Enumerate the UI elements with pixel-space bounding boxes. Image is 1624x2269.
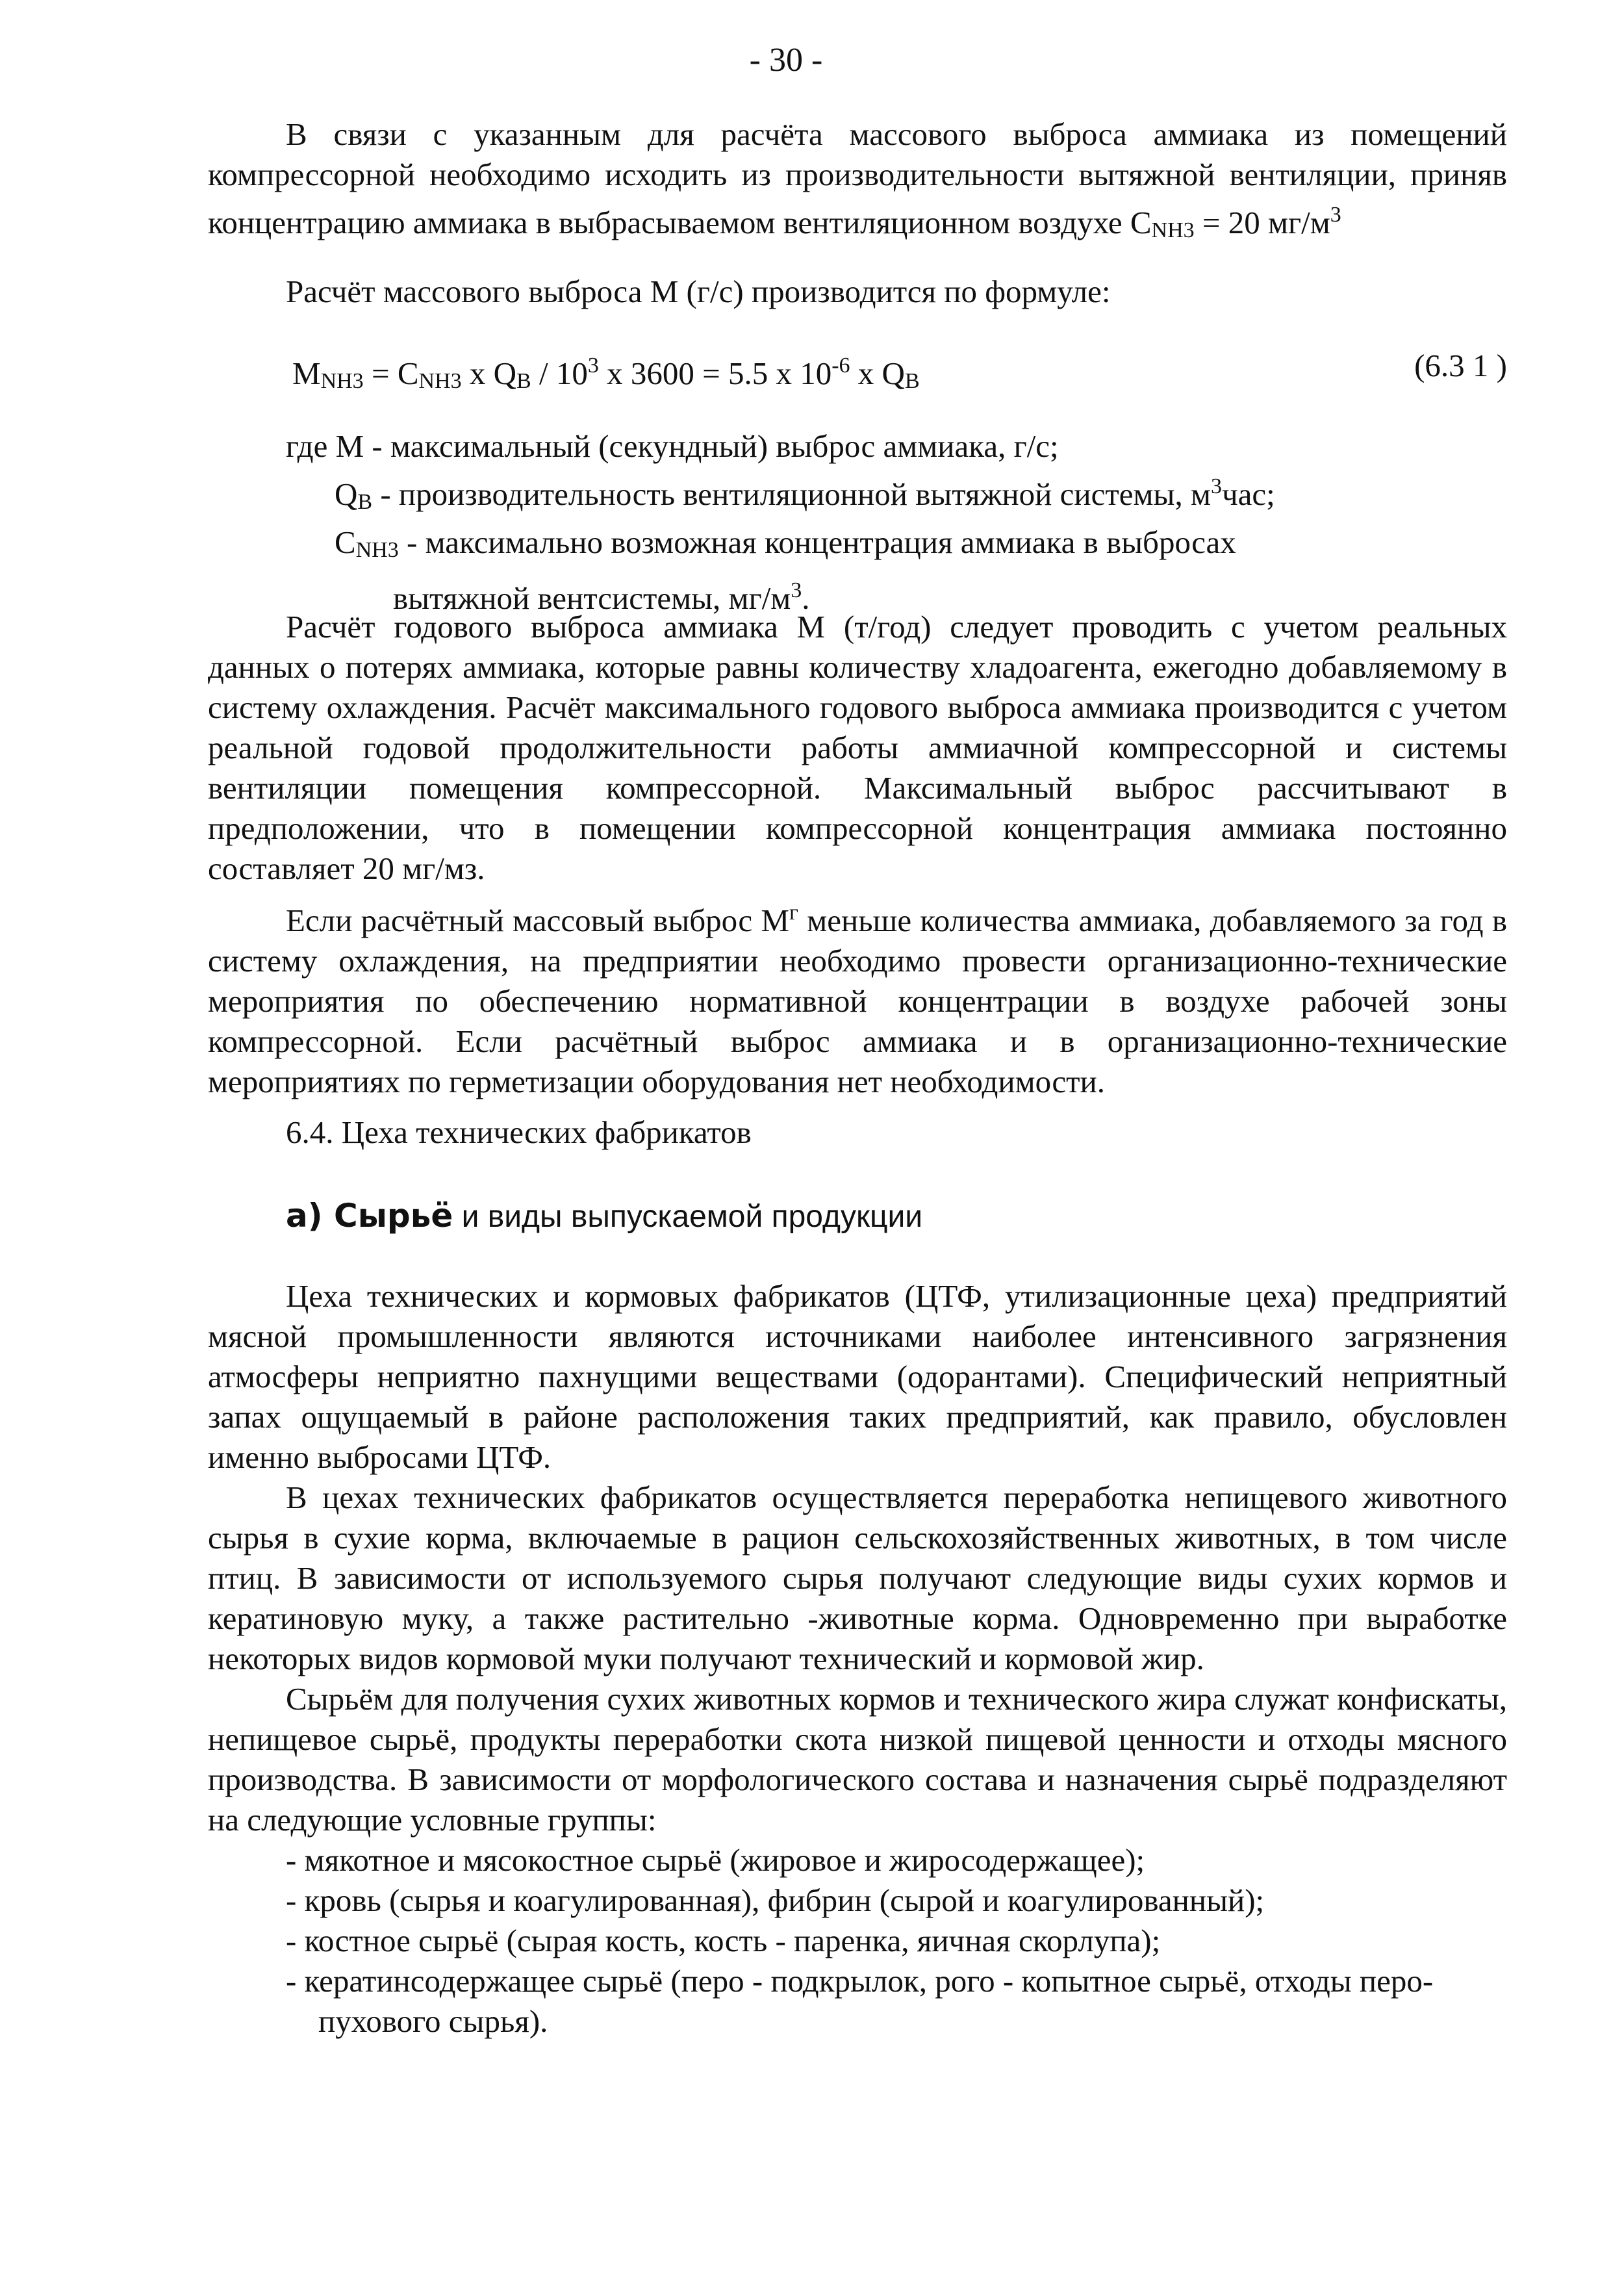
- annual-paragraph-2: [208, 893, 1507, 1102]
- section-title: 6.4. Цеха технических фабрикатов: [286, 1114, 752, 1150]
- page-number: - 30 -: [749, 42, 823, 79]
- body-section: [208, 1276, 1507, 2042]
- intro-paragraph: [208, 114, 1507, 251]
- intro-sub: NH3: [1151, 218, 1195, 242]
- def-c-cont-sup: 3: [791, 578, 802, 602]
- formula-number: (6.3 1 ): [1414, 348, 1507, 383]
- annual-p2-sup: г: [789, 901, 798, 925]
- intro-text-b: = 20 мг/м: [1194, 205, 1330, 240]
- def-c-b: - максимально возможная концентрация аммиака в выбросах: [398, 524, 1236, 560]
- def-c-cont-a: вытяжной вентсистемы, мг/м: [393, 580, 791, 616]
- formula-exp6: -6: [831, 353, 850, 378]
- list-item: - костное сырьё (сырая кость, кость - паренка, яичная скорлупа);: [286, 1923, 1161, 1958]
- formula-line: [208, 346, 1507, 402]
- def-qb-a: Q: [335, 476, 358, 512]
- def-c-a: C: [335, 524, 356, 560]
- definition-m: где М - максимальный (секундный) выброс аммиака, г/с;: [286, 428, 1059, 464]
- body-paragraph-1: Цеха технических и кормовых фабрикатов (ЦТФ, утилизационные цеха) предприятий мясной промышленности являются источниками наиболее интенсивного загрязнения атмосферы неприятно пахнущими веществами (одорантами). Специфический неприятный запах ощущаемый в районе расположения таких предприятий, как правило, обусловлен именно выбросами ЦТФ.: [208, 1278, 1507, 1475]
- formula-exp3: 3: [587, 353, 599, 378]
- annual-p2-b: меньше количества аммиака, добавляемого за год в систему охлаждения, на предприятии необходимо провести организационно-технические мероприятия по обеспечению нормативной концентрации в воздухе рабочей зоны компрессорной. Если расчётный выброс аммиака и в организационно-технические мероприятиях по герметизации оборудования нет необходимости.: [208, 903, 1507, 1099]
- formula-mid4: x Q: [850, 355, 905, 391]
- body-paragraph-2: В цехах технических фабрикатов осуществляется переработка непищевого животного сырья в сухие корма, включаемые в рацион сельскохозяйственных животных, в том числе птиц. В зависимости от используемого сырья получают следующие виды сухих кормов и кератиновую муку, а также растительно -животные корма. Одновременно при выработке некоторых видов кормовой муки получают технический и кормовой жир.: [208, 1480, 1507, 1676]
- def-qb-c: час;: [1221, 476, 1275, 512]
- list-item-continuation: пухового сырья).: [318, 2003, 548, 2039]
- list-item: - мякотное и мясокостное сырьё (жировое и жиросодержащее);: [286, 1842, 1145, 1878]
- formula-q-sub: B: [516, 369, 531, 393]
- subsection-title-b: и виды выпускаемой продукции: [453, 1199, 923, 1234]
- annual-section: [208, 607, 1507, 1102]
- annual-p2-a: Если расчётный массовый выброс М: [286, 903, 790, 938]
- annual-paragraph-1: Расчёт годового выброса аммиака М (т/год) следует проводить с учетом реальных данных о потерях аммиака, которые равны количеству хладоагента, ежегодно добавляемому в систему охлаждения. Расчёт максимального годового выброса аммиака производится с учетом реальной годовой продолжительности работы аммиачной компрессорной и системы вентиляции помещения компрессорной. Максимальный выброс рассчитывают в предположении, что в помещении компрессорной концентрация аммиака постоянно составляет 20 мг/мз.: [208, 609, 1507, 886]
- def-qb-b: - производительность вентиляционной вытяжной системы, м: [372, 476, 1211, 512]
- formula-m: M: [292, 355, 321, 391]
- definition-qb: [208, 467, 1507, 522]
- formula-q2-sub: B: [904, 369, 920, 393]
- intro-sup: 3: [1330, 203, 1341, 227]
- formula-mid2: / 10: [531, 355, 588, 391]
- raw-material-list: [208, 1840, 1507, 2001]
- formula-m-sub: NH3: [320, 369, 364, 393]
- formula-intro: [208, 272, 1507, 312]
- list-item: - кератинсодержащее сырьё (перо - подкрылок, рого - копытное сырьё, отходы перо-: [286, 1963, 1434, 1999]
- def-qb-sub: B: [357, 490, 373, 514]
- def-qb-sup: 3: [1210, 474, 1222, 498]
- formula-c-sub: NH3: [418, 369, 462, 393]
- subsection-title-a: а) Сырьё: [286, 1197, 453, 1235]
- definition-cnh3: [208, 522, 1507, 570]
- body-paragraph-3: Сырьём для получения сухих животных кормов и технического жира служат конфискаты, непищевое сырьё, продукты переработки скота низкой пищевой ценности и отходы мясного производства. В зависимости от морфологического состава и назначения сырьё подразделяют на следующие условные группы:: [208, 1681, 1507, 1838]
- def-c-sub: NH3: [355, 538, 399, 562]
- list-item: - кровь (сырья и коагулированная), фибрин (сырой и коагулированный);: [286, 1882, 1265, 1918]
- def-c-cont-b: .: [802, 580, 810, 616]
- formula-eq1: = C: [363, 355, 419, 391]
- formula-mid3: x 3600 = 5.5 x 10: [598, 355, 832, 391]
- definitions: [208, 426, 1507, 619]
- formula-mid1: x Q: [461, 355, 517, 391]
- subsection-heading: [208, 1196, 1507, 1237]
- subsection-title: [208, 1196, 1507, 1237]
- intro-text-a: В связи с указанным для расчёта массового выброса аммиака из помещений компрессорной необходимо исходить из производительности вытяжной вентиляции, приняв концентрацию аммиака в выбрасываемом вентиляционном воздухе C: [208, 116, 1507, 240]
- formula-expression: [292, 346, 920, 402]
- formula-intro-text: Расчёт массового выброса М (г/с) производится по формуле:: [286, 274, 1111, 309]
- intro-text: [208, 114, 1507, 251]
- section-heading: [208, 1112, 1507, 1153]
